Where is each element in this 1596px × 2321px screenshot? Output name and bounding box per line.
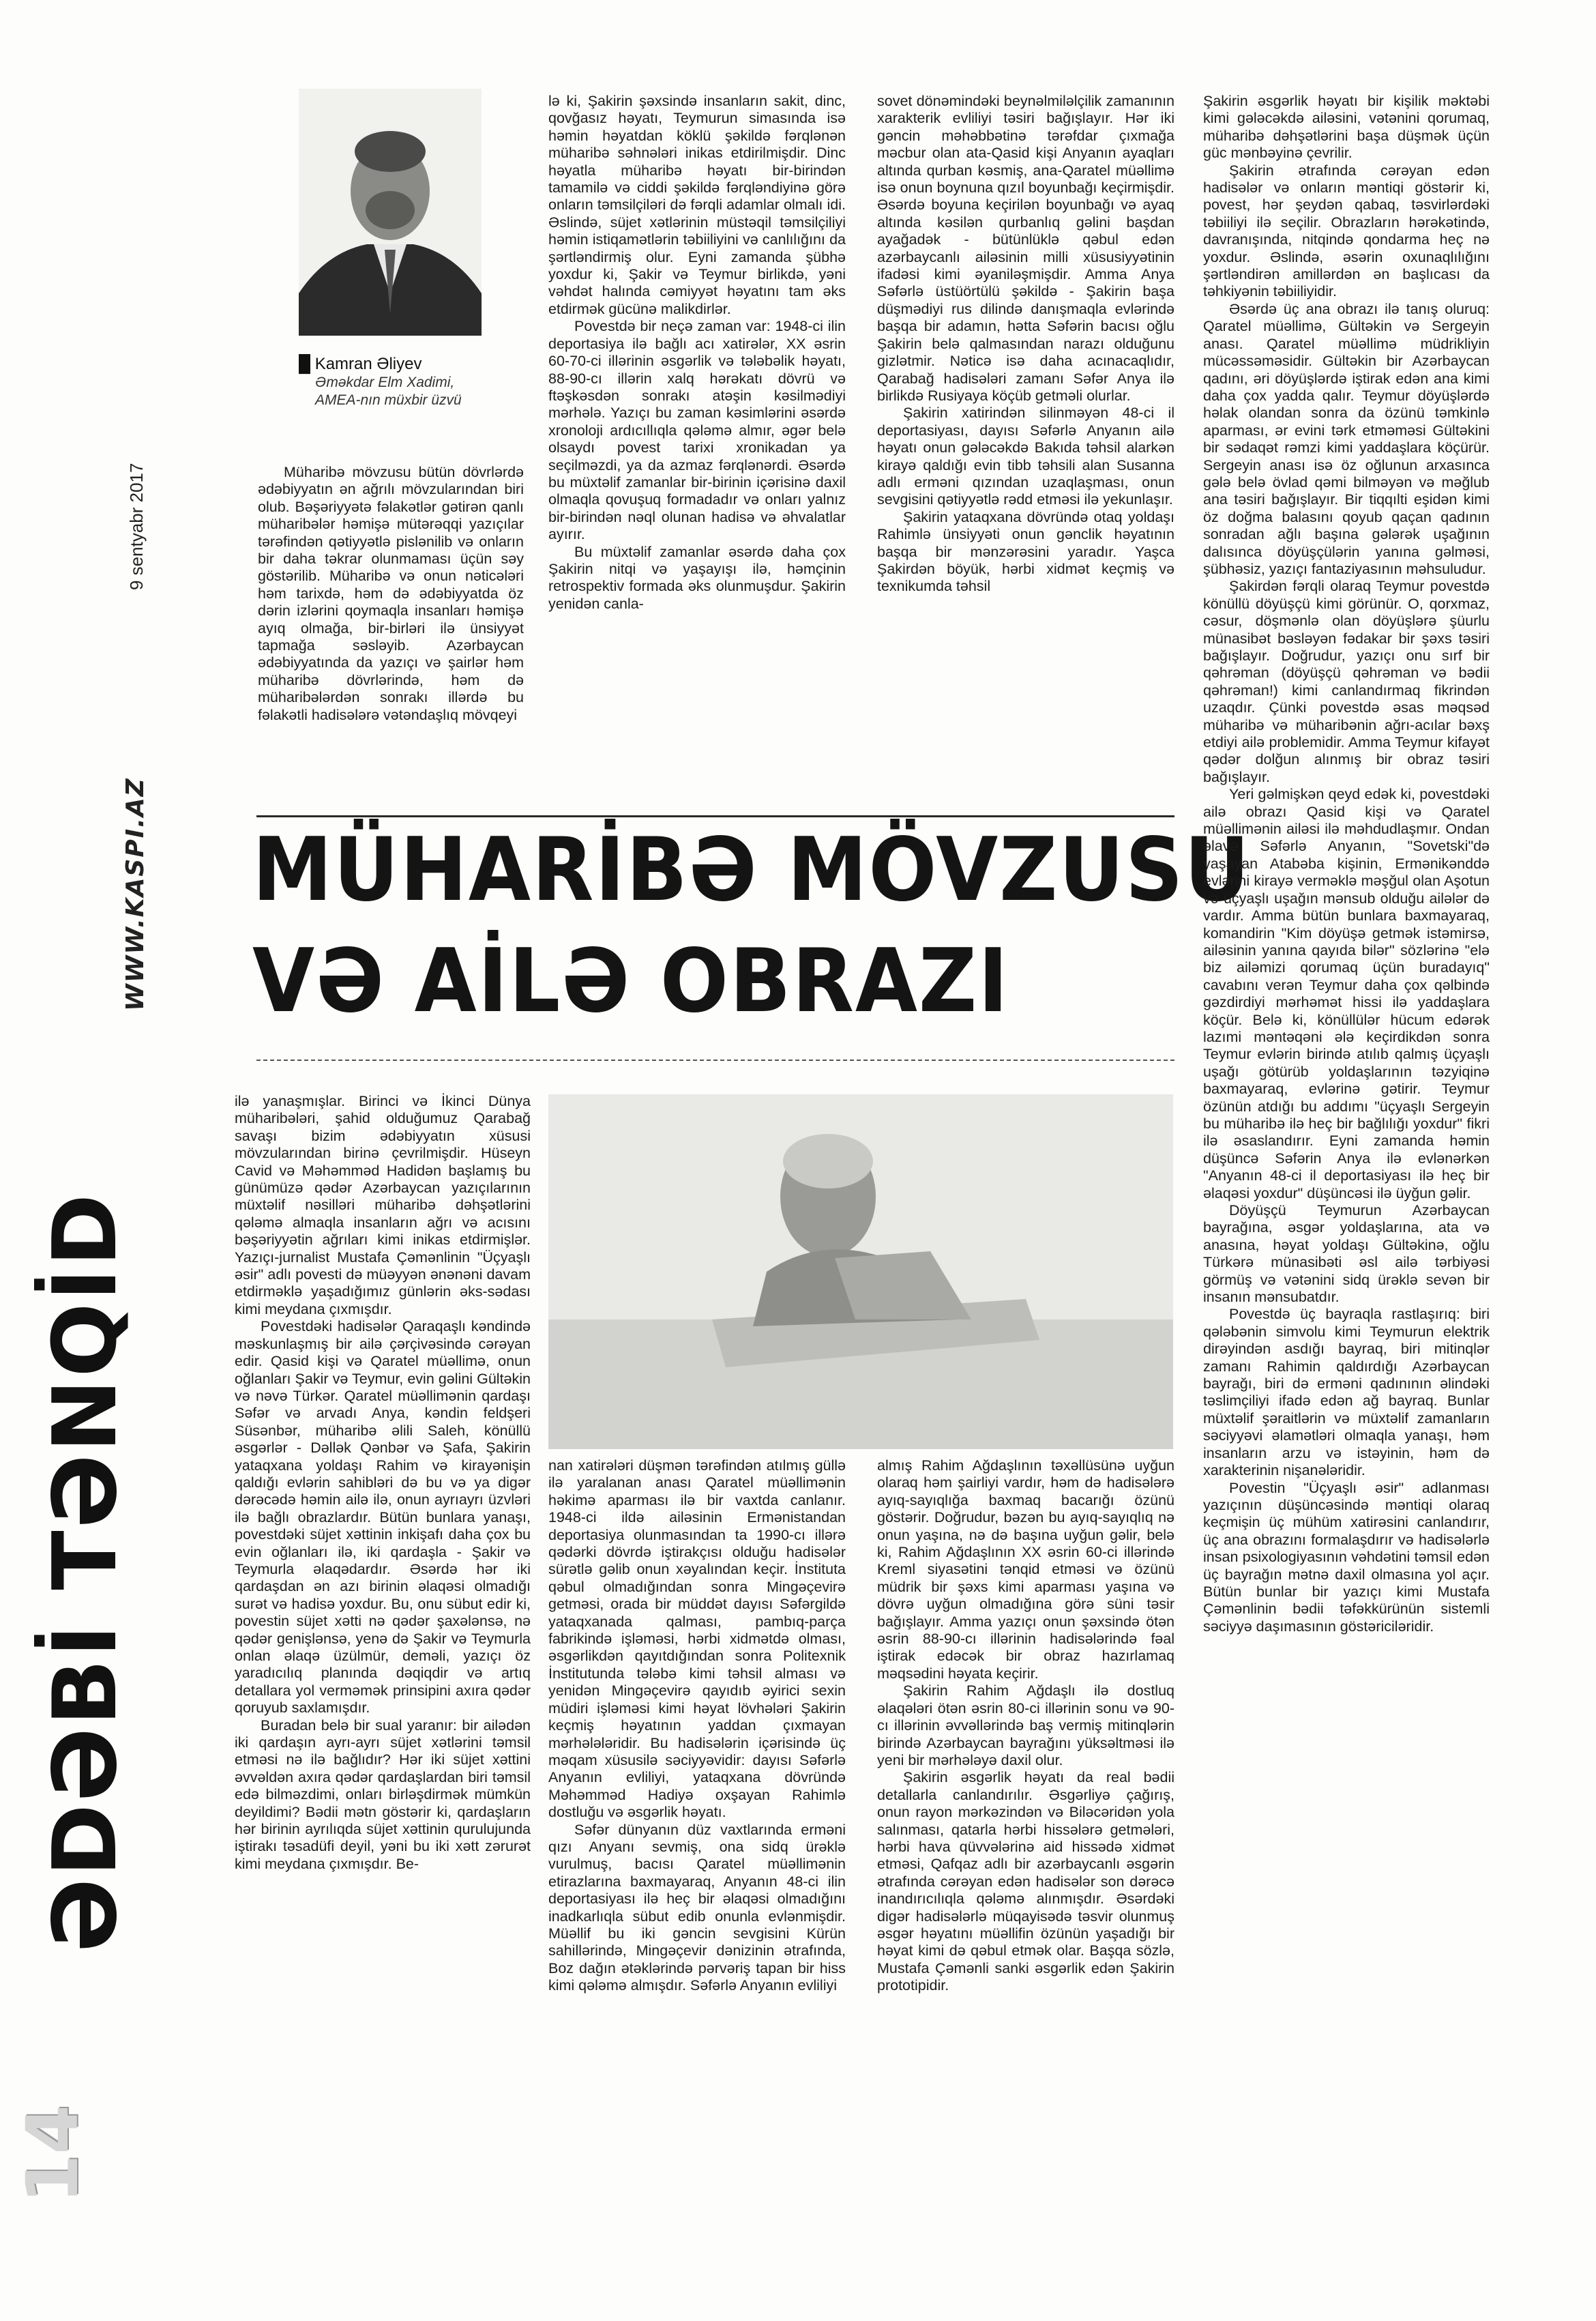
- lower-column-2: [877, 1457, 1174, 2194]
- page-number: 14: [11, 2105, 94, 2204]
- paragraph: ilə yanaşmışlar. Birinci və İkinci Dünya müharibələri, şahid olduğumuz Qarabağ savaşı bizim ədəbiyyatın xüsusi mövzularından birinə çevrilmişdir. Hüseyn Cavid və Məhəmməd Hadidən başlamış bu günümüzə qədər Azərbaycan yazıçılarının müxtəlif nəsilləri müharibə dəhşətlərini qələmə almaqla insanların ağrı və acısını bəşəriyyətin ağrıları kimi inikas etdirmişlər. Yazıçı-jurnalist Mustafa Çəmənlinin "Üçyaşlı əsir" adlı povesti də müəyyən ənənəni davam etdirməklə yaşadığımız günlərin əks-sədası kimi meydana çıxmışdır.: [235, 1093, 531, 1317]
- top-column-2: [548, 93, 846, 805]
- author-name-line: [299, 355, 482, 374]
- paragraph: Şakirin əsgərlik həyatı bir kişilik məktəbi kimi gələcəkdə ailəsini, vətənini qorumaq, müharibə dəhşətlərini başa düşmək üçün güc mənbəyinə çevrilir.: [1203, 93, 1490, 162]
- paragraph: lə ki, Şakirin şəxsində insanların sakit, dinc, qovğasız həyatı, Teymurun simasında isə həmin həyatdan köklü şəkildə fərqlənən müharibə səhnələri inikas etdirilmişdir. Dinc həyatla müharibə həyatı bir-birindən tamamilə və ciddi şəkildə fərqləndiyinə görə onların təmsilçiləri də fərqli adamlar olmalı idi. Əslində, süjet xətlərinin müstəqil təmsilçiliyi həmin istiqamətlərin təbiiliyini və canlılığını da şərtləndirmiş olur. Eyni zamanda şübhə yoxdur ki, Şakir və Teymur birlikdə, yəni vəhdət halında cəmiyyət həyatını tam əks etdirmək gücünə malikdirlər.: [548, 93, 846, 317]
- section-title: ƏDƏBİ TƏNQİD: [35, 1191, 136, 1953]
- headline-bottom-rule: [256, 1060, 1174, 1061]
- author-title-2: AMEA-nın müxbir üzvü: [315, 392, 462, 408]
- headline-top-rule: [256, 815, 1174, 817]
- article-photo-image: [548, 1094, 1173, 1449]
- headline-line-2: VƏ AİLƏ OBRAZI: [252, 931, 1009, 1032]
- author-portrait-image: [299, 89, 482, 336]
- paragraph: Şakirin Rahim Ağdaşlı ilə dostluq əlaqələri ötən əsrin 80-ci illərinin sonu və 90-cı illərinin əvvəllərində baş vermiş mitinqlərin birində Azərbaycan bayrağını yüksəltməsi ilə yeni bir mərhələyə daxil olur.: [877, 1682, 1174, 1768]
- paragraph: Bu müxtəlif zamanlar əsərdə daha çox Şakirin nitqi və yaşayışı ilə, həmçinin retrospektiv formada əks olunmuşdur. Şakirin yenidən canla-: [548, 543, 846, 612]
- paragraph: Povestin "Üçyaşlı əsir" adlanması yazıçının düşüncəsində məntiqi olaraq keçmişin üç mühüm xatirəsini canlandırır, üç ana obrazını formalaşdırır və hadisələrlə insan psixologiyasının vəhdətini təmsil edən üç bayrağın mətnə daxil olmasına yol açır. Bütün bunlar bir yazıçı kimi Mustafa Çəmənlinin bədii təfəkkürünün sistemli səciyyə daşımasının göstəriciləridir.: [1203, 1479, 1490, 1635]
- paragraph: almış Rahim Ağdaşlının təxəllüsünə uyğun olaraq həm şairliyi vardır, həm də hadisələrə ayıq-sayıqlığa baxmaq bacarığı özünü göstərir. Doğrudur, bəzən bu ayıq-sayıqlıq nə onun yaşına, nə də başına uyğun gəlir, belə ki, Rahim Ağdaşlının XX əsrin 60-ci illərində Kreml siyasətini tənqid etməsi və özünü müdrik bir şəxs kimi aparması yaşına və dövrə uyğun olmadığına görə süni təsir bağışlayır. Amma yazıçı onun şəxsində ötən əsrin 88-90-cı illərinin hadisələrində fəal iştirak edəcək bir obraz hazırlamaq məqsədini həyata keçirir.: [877, 1457, 1174, 1682]
- top-column-1: [258, 464, 524, 805]
- paragraph: Şakirin yataqxana dövründə otaq yoldaşı Rahimlə ünsiyyəti onun gənclik həyatının başqa bir mənzərəsini yaradır. Yaşca Şakirdən böyük, hərbi xidmət keçmiş və texnikumda təhsil: [877, 508, 1174, 595]
- author-caption: [299, 355, 482, 409]
- site-url: WWW.KASPI.AZ: [121, 777, 149, 1011]
- paragraph: sovet dönəmindəki beynəlmiləlçilik zamanının xarakterik evliliyi təsiri bağışlayır. Hər iki gəncin məhəbbətinə tərəfdar çıxmağa məcbur olan ata-Qasid kişi Anyanın ayaqları altında qurban kəsmiş, ana-Qaratel müəllimə isə onun boynuna qızıl boyunbağı keçirmişdir. Əsərdə boyuna keçirilən boyunbağı və ayaq altında kəsilən qurbanlıq gəlini başdan ayağadək - bütünlüklə qəbul edən azərbaycanlı ailəsinin milli xüsusiyyətinin ifadəsi kimi əyaniləşmişdir. Amma Anya Səfərlə üstüörtülü şəkildə - Şakirin başa düşmədiyi rus dilində danışmaqla evlərində başqa bir adamın, hətta Səfərin bacısı oğlu Şakirin belə qalmasından narazı olduğunu gizlətmir. Nəticə isə daha acınacaqlıdır, Qarabağ hadisələri zamanı Səfər Anya ilə birlikdə Rusiyaya köçüb getməli olurlar.: [877, 93, 1174, 404]
- issue-date: 9 sentyabr 2017: [126, 463, 147, 590]
- caption-bullet-icon: █: [299, 355, 311, 373]
- paragraph: Səfər dünyanın düz vaxtlarında erməni qızı Anyanı sevmiş, ona sidq ürəklə vurulmuş, bacısı Qaratel müəllimənin etirazlarına baxmayaraq, Anyanın 48-ci ilin deportasiyası ilə heç bir əlaqəsi olmadığını inadkarlıqla sübut edib onunla evlənmişdir. Müəllif bu iki gəncin sevgisini Kürün sahillərində, Mingəçevir dənizinin ətrafında, Boz dağın ətəklərində pərvəriş tapan bir hiss kimi qələmə almışdır. Səfərlə Anyanın evliliyi: [548, 1821, 846, 1994]
- paragraph: Əsərdə üç ana obrazı ilə tanış oluruq: Qaratel müəllimə, Gültəkin və Sergeyin anası. Qaratel müəllimə müdrikliyin mücəssəməsidir. Gültəkin bir Azərbaycan qadını, əri döyüşlərdə iştirak edən ana kimi daha çox yadda qalır. Teymur döyüşlərdə həlak olandan sonra da özünü təmkinlə aparması, ər evini tərk etməməsi Gültəkini bir sədaqət rəmzi kimi yaddaşlara köçürür. Sergeyin anası isə öz oğlunun arxasınca gələ belə övlad qəmi bilməyən və məğlub ana təsiri bağışlayır. Bir tiqqılti eşidən kimi öz doğma balasını qoyub qaçan qadının sonradan ağlı başına gələrək uşağının dalısınca döyüşçülərin yanına gəlməsi, şübhəsiz, yazıçı fantaziyasının məhsuludur.: [1203, 300, 1490, 577]
- author-photo: [299, 89, 482, 336]
- paragraph: Povestdə bir neçə zaman var: 1948-ci ilin deportasiya ilə bağlı acı xatirələr, XX əsrin 60-70-ci illərinin əsgərlik və tələbəlik həyatı, 88-90-cı illərin xalq hərəkatı dövrü və ftəşkəsdən sonrakı atəşin kəsilmədiyi mərhələ. Yazıçı bu zaman kəsimlərini əsərdə xronoloji ardıcıllıqla qələmə almır, əgər belə olsaydı povest tarixi xronikadan ya seçilməzdi, ya da azmaz fərqlənərdi. Əsərdə bu müxtəlif zamanlar bir-birinin içərisinə daxil olmaqla qovuşuq formadadır və onları yalnız bir-birindən nəql olunan hadisə və əhvalatlar ayırır.: [548, 318, 846, 543]
- paragraph: Povestdə üç bayraqla rastlaşırıq: biri qələbənin simvolu kimi Teymurun elektrik dirəyindən asdığı bayraq, biri mitinqlər zamanı Rahimin qaldırdığı Azərbaycan bayrağı, biri də erməni qadınının əlindəki təslimçiliyi ifadə edən ağ bayraq. Bunlar müxtəlif şəraitlərin və müxtəlif zamanların səciyyəvi əlamətləri olmaqla yanaşı, həm insanların arzu və istəyinin, həm də xarakterinin nişanələridir.: [1203, 1306, 1490, 1479]
- mid-left-column: [235, 1093, 531, 2191]
- paragraph: nan xatirələri düşmən tərəfindən atılmış güllə ilə yaralanan anası Qaratel müəllimənin həkimə aparması ilə bir vaxtda canlanır. 1948-ci ildə ailəsinin Ermənistandan deportasiya olunmasından ta 1990-cı illərə qədərki dövrdə iştirakçısı olduğu hadisələr sürətlə gəlib onun xəyalından keçir. İnstituta qəbul olmadığından sonra Mingəçevirə getməsi, orada bir müddət dayısı Səfərgildə yataqxanada qalması, pambıq-parça fabrikində işləməsi, hərbi xidmətdə olması, əsgərlikdən qayıtdığından sonra Politexnik İnstitutunda tələbə kimi təhsil alması və yenidən Mingəçevirə qayıdıb əyirici sexin müdiri işləməsi kimi həyat lövhələri Şakirin keçmiş həyatının yaddan çıxmayan mərhələləridir. Bu hadisələrin içərisində üç məqam xüsusilə səciyyəvidir: dayısı Səfərlə Anyanın evliliyi, yataqxana dövründə Məhəmməd Hadiyə oxşayan Rahimlə dostluğu və əsgərlik həyatı.: [548, 1457, 846, 1821]
- paragraph: Şakirin xatirindən silinməyən 48-ci il deportasiyası, dayısı Səfərlə Anyanın ailə həyatı onun gələcəkdə Bakıda təhsil alarkən kirayə qaldığı evin tibb təhsili alan Susanna adlı erməni qızından uzaqlaşması, onun sevgisini qətiyyətlə rədd etməsi ilə yekunlaşır.: [877, 405, 1174, 508]
- paragraph: Müharibə mövzusu bütün dövrlərdə ədəbiyyatın ən ağrılı mövzularından biri olub. Bəşəriyyətə fəlakətlər gətirən qanlı müharibələr həmişə mütərəqqi yazıçılar tərəfindən qətiyyətlə pislənilib və onların bir daha təkrar olunmaması üçün səy göstərilib. Müharibə və onun nəticələri həm tarixdə, həm də ədəbiyyatda öz dərin izlərini qoymaqla insanları həmişə ayıq olmağa, bir-birləri ilə ünsiyyət tapmağa səsləyib. Azərbaycan ədəbiyyatında da yazıçı və şairlər həm müharibə dövrlərində, həm də müharibələrdən sonrakı illərdə bu fəlakətli hadisələrə vətəndaşlıq mövqeyi: [258, 464, 524, 723]
- paragraph: Şakirin əsgərlik həyatı da real bədii detallarla canlandırılır. Əsgərliyə çağırış, onun rayon mərkəzindən və Biləcəridən yola salınması, qatarla hərbi hissələrə getmələri, hərbi hava qüvvələrinə aid hissədə xidmət etməsi, Qafqaz adlı bir azərbaycanlı əsgərin ətrafında cərəyan edən hadisələr son dərəcə inandırıcılıqla qələmə alınmışdır. Əsərdəki digər hadisələrlə müqayisədə təsvir olunmuş əsgər həyatını müəllifin özünün yaşadığı bir həyat kimi də qəbul etmək olar. Başqa sözlə, Mustafa Çəmənli sanki əsgərlik edən Şakirin prototipidir.: [877, 1769, 1174, 1994]
- lower-column-1: [548, 1457, 846, 2194]
- top-column-3: [877, 93, 1174, 805]
- paragraph: Şakirin ətrafında cərəyan edən hadisələr və onların məntiqi göstərir ki, povest, hər şeydən qabaq, təsvirlərdəki təbiiliyi ilə seçilir. Obrazların hərəkətində, davranışında, nitqində qondarma heç nə yoxdur. Əslində, əsərin oxunaqlılığını şərtləndirən amillərdən ən başlıcası da təhkiyənin təbiiliyidir.: [1203, 162, 1490, 300]
- paragraph: Buradan belə bir sual yaranır: bir ailədən iki qardaşın ayrı-ayrı süjet xətlərini təmsil etməsi nə ilə bağlıdır? Hər iki süjet xəttini əvvəldən axıra qədər qardaşlardan biri təmsil edə bilməzdimi, onları birləşdirmək mümkün deyildimi? Bədii mətn göstərir ki, qardaşların hər birinin ayrılıqda süjet xəttinin qurulujunda iştirakı təsadüfi deyil, yəni bu iki xətt zərurət kimi meydana çıxmışdır. Be-: [235, 1717, 531, 1872]
- paragraph: Döyüşçü Teymurun Azərbaycan bayrağına, əsgər yoldaşlarına, ata və anasına, həyat yoldaşı Gültəkinə, oğlu Türkərə münasibəti əsl ailə tərbiyəsi görmüş və vətənini sidq ürəklə sevən bir insanın mənsubatdır.: [1203, 1202, 1490, 1306]
- paragraph: Şakirdən fərqli olaraq Teymur povestdə könüllü döyüşçü kimi görünür. O, qorxmaz, cəsur, döşmənlə olan döyüşlərə şüurlu münasibət bəsləyən fədakar bir şəxs təsiri bağışlayır. Doğrudur, yazıçı onu sırf bir qəhrəman (döyüşçü qəhrəman və bədii qəhrəman!) kimi canlandırmaq fikrindən uzaqdır. Çünki povestdə əsas məqsəd müharibə və müharibənin ağrı-acılar bəxş etdiyi ailə problemidir. Amma Teymur kifayət qədər dolğun alınmış bir obraz təsiri bağışlayır.: [1203, 578, 1490, 785]
- paragraph: Yeri gəlmişkən qeyd edək ki, povestdəki ailə obrazı Qasid kişi və Qaratel müəllimənin ailəsi ilə məhdudlaşmır. Ondan əlavə Səfərlə Anyanın, "Sovetski"də yaşayan Atabəba kişinin, Ermənikənddə evlərini kirayə verməklə məşğul olan Aşotun və üçyaşlı uşağın mənsub olduğu ailələr də vardır. Amma bütün bunlara baxmayaraq, komandirin "Kim döyüşə getmək istəmirsə, ailəsinin yanına qayıda bilər" sözlərinə "elə biz ailəmizi qorumaq üçün buradayıq" cavabını verən Teymur daha çox qəlbində gəzdirdiyi mərhəmət hissi ilə yaddaşlara köçür. Belə ki, könüllülər hücum edərək lazımi məntəqəni ələ keçirdikdən sonra Teymur evlərin birində atılıb qalmış üçyaşlı uşağı götürüb yoldaşlarının təzyiqinə baxmayaraq, evlərinə gətirir. Teymur özünün atdığı bu addımı "üçyaşlı Sergeyin bu müharibə ilə heç bir bağlılığı yoxdur" fikri ilə əsaslandırır. Eyni zamanda həmin düşüncə Səfərin Anya ilə evlənərkən "Anyanın 48-ci il deportasiyası ilə heç bir əlaqəsi yoxdur" düşüncəsi ilə üyğun gəlir.: [1203, 786, 1490, 1201]
- author-name: Kamran Əliyev: [314, 355, 422, 373]
- paragraph: Povestdəki hadisələr Qaraqaşlı kəndində məskunlaşmış bir ailə çərçivəsində cərəyan edir. Qasid kişi və Qaratel müəllimə, onun oğlanları Şakir və Teymur, evin gəlini Gültəkin və nəvə Türkər. Qaratel müəllimənin qardaşı Səfər və arvadı Anya, kəndin feldşeri Süsənbər, müharibə əlili Saleh, könüllü əsgərlər - Dəllək Qənbər və Şafa, Şakirin yataqxana yoldaşı Rahim və kirayənişin qaldığı evlərin sahibləri də bu və ya digər dərəcədə həmin ailə ilə, onun ayrıayrı üzvləri ilə bağlı obrazlardır. Bütün bunlara yanaşı, povestdəki süjet xəttinin inkişafı daha çox bu evin oğlanları ilə, iki qardaşla - Şakir və Teymurla əlaqədardır. Əsərdə hər iki qardaşdan ən azı birinin əlaqəsi olmadığı surət və hadisə yoxdur. Bu, onu sübut edir ki, povestin süjet xətti nə qədər şaxələnsə, nə qədər genişlənsə, yenə də Şakir və Teymurla onlan əlaqə üzülmür, deməli, yazıçı öz yaradıcılıq planında dəqiqdir və artıq detallara yol verməmək prinsipini axıra qədər qoruyub saxlamışdır.: [235, 1318, 531, 1717]
- author-title-1: Əməkdar Elm Xadimi,: [315, 375, 455, 390]
- headline-line-1: MÜHARİBƏ MÖVZUSU: [252, 819, 1251, 921]
- article-photo: [548, 1094, 1173, 1449]
- right-column: [1203, 93, 1490, 2228]
